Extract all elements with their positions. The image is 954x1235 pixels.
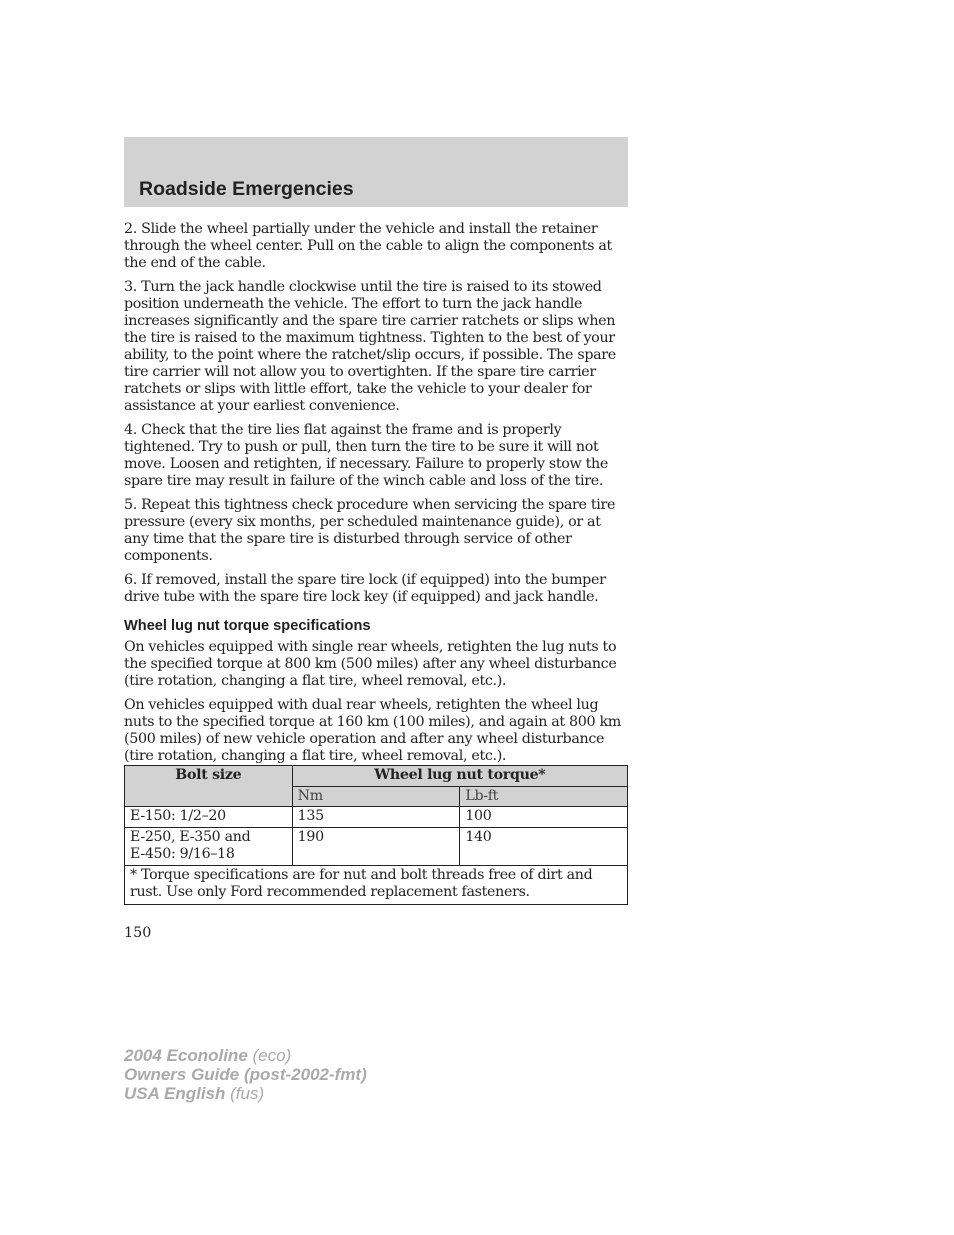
bolt-cell-line: E-450: 9/16–18 — [130, 846, 235, 862]
footer-model-code: (eco) — [252, 1046, 292, 1065]
table-note-line: * Torque specifications are for nut and bolt threads free of dirt and — [130, 866, 593, 883]
footer-line-1 — [124, 1046, 367, 1065]
footer-line-3 — [124, 1084, 367, 1103]
bolt-cell-line: E-250, E-350 and — [130, 828, 251, 845]
table-header-row — [125, 766, 628, 787]
step-3: 3. Turn the jack handle clockwise until the tire is raised to its stowed position underneath the vehicle. The effort to turn the jack handle increases significantly and the spare tire carrier ratchets or slips when the tire is raised to the maximum tightness. Tighten to the best of your ability, to the point where the ratchet/slip occurs, if possible. The spare tire carrier will not allow you to overtighten. If the spare tire carrier ratchets or slips with little effort, take the vehicle to your dealer for assistance at your earliest convenience. — [124, 278, 616, 415]
table-note-row — [125, 865, 628, 904]
footer-language: USA English — [124, 1084, 226, 1103]
torque-header: Wheel lug nut torque* — [292, 766, 627, 787]
lbft-cell: 140 — [460, 827, 628, 865]
bolt-cell: E-150: 1/2–20 — [125, 807, 293, 828]
lbft-cell: 100 — [460, 807, 628, 828]
footer-guide: Owners Guide (post-2002-fmt) — [124, 1065, 367, 1084]
table-row — [125, 807, 628, 828]
footer-model: 2004 Econoline — [124, 1046, 248, 1065]
document-footer — [124, 1046, 367, 1103]
nm-header: Nm — [292, 786, 460, 807]
page-number: 150 — [124, 925, 152, 941]
page-content — [124, 221, 628, 772]
bolt-size-header: Bolt size — [125, 766, 293, 807]
section-title: Roadside Emergencies — [139, 178, 354, 200]
step-5: 5. Repeat this tightness check procedure when servicing the spare tire pressure (every six months, per scheduled maintenance guide), or at any time that the spare tire is disturbed through service of other components. — [124, 496, 616, 565]
section-header — [124, 137, 628, 207]
torque-heading: Wheel lug nut torque specifications — [124, 617, 371, 634]
lbft-header: Lb-ft — [460, 786, 628, 807]
nm-cell: 135 — [292, 807, 460, 828]
bolt-cell — [125, 827, 293, 865]
step-4: 4. Check that the tire lies flat against the frame and is properly tightened. Try to push or pull, then turn the tire to be sure it will not move. Loosen and retighten, if necessary. Failure to properly stow the spare tire may result in failure of the winch cable and loss of the tire. — [124, 422, 608, 490]
torque-table — [124, 765, 628, 905]
table-note-line: rust. Use only Ford recommended replacement fasteners. — [130, 884, 530, 900]
step-2: 2. Slide the wheel partially under the vehicle and install the retainer through the wheel center. Pull on the cable to align the components at the end of the cable. — [124, 221, 612, 272]
footer-line-2 — [124, 1065, 367, 1084]
footer-language-code: (fus) — [230, 1084, 265, 1103]
step-6: 6. If removed, install the spare tire lock (if equipped) into the bumper drive tube with the spare tire lock key (if equipped) and jack handle. — [124, 571, 606, 605]
dual-rear-paragraph: On vehicles equipped with dual rear wheels, retighten the wheel lug nuts to the specified torque at 160 km (100 miles), and again at 800 km (500 miles) of new vehicle operation and after any wheel disturbance (tire rotation, changing a flat tire, wheel removal, etc.). — [124, 696, 621, 765]
single-rear-paragraph: On vehicles equipped with single rear wheels, retighten the lug nuts to the specified torque at 800 km (500 miles) after any wheel disturbance (tire rotation, changing a flat tire, wheel removal, etc.). — [124, 638, 617, 690]
nm-cell: 190 — [292, 827, 460, 865]
table-note — [125, 865, 628, 904]
table-row — [125, 827, 628, 865]
